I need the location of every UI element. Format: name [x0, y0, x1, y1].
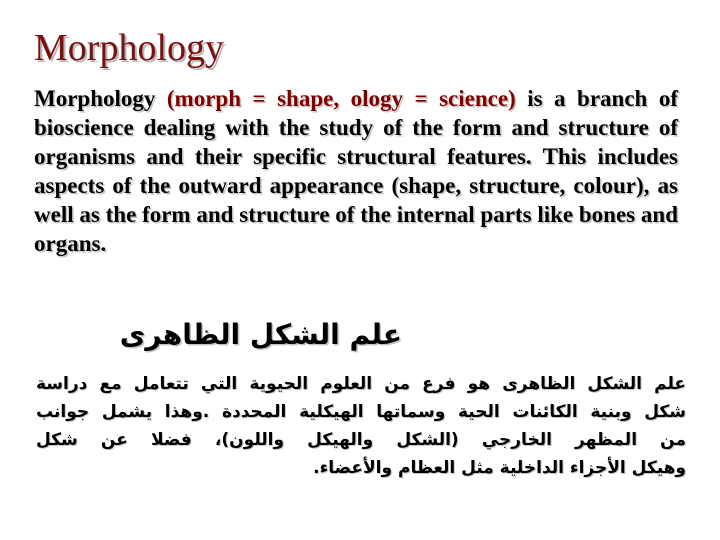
slide-title: Morphology: [34, 27, 224, 69]
arabic-heading: علم الشكل الظاهرى: [119, 318, 402, 351]
english-paragraph: [34, 84, 678, 258]
arabic-line: شكل وبنية الكائنات الحية وسماتها الهيكلية المحددة .وهذا يشمل جوانب: [36, 402, 686, 422]
arabic-line: علم الشكل الظاهرى هو فرع من العلوم الحيوية التي تتعامل مع دراسة: [36, 374, 686, 394]
arabic-line: وهيكل الأجزاء الداخلية مثل العظام والأعضاء.: [313, 458, 686, 478]
arabic-line: من المظهر الخارجي (الشكل والهيكل واللون)، فضلا عن شكل: [36, 430, 686, 450]
paragraph-lead: Morphology: [34, 86, 167, 111]
paragraph-etymology: (morph = shape, ology = science): [166, 86, 516, 111]
paragraph-body: is a branch of bioscience dealing with the study of the form and structure of organisms and their specific structural features. This includes aspects of the outward appearance (shape, structure, colour), as well as the form and structure of the internal parts like bones and organs.: [34, 86, 678, 256]
arabic-paragraph: [36, 370, 686, 482]
